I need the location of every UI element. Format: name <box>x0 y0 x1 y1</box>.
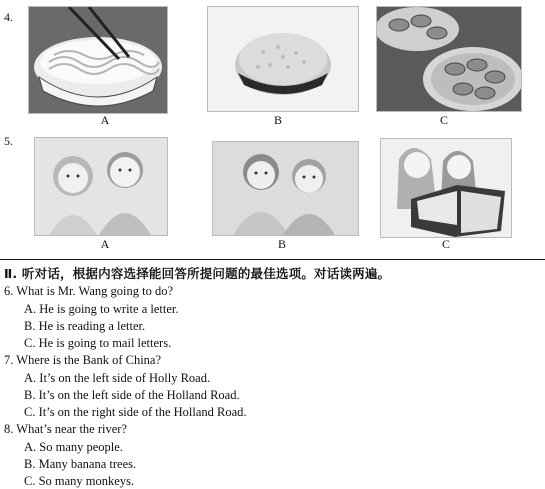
option-label: C <box>439 113 448 127</box>
rice-bowl-image <box>207 6 359 112</box>
answer-option: C. It’s on the right side of the Holland Road. <box>24 405 247 419</box>
answer-option: B. It’s on the left side of the Holland Road. <box>24 388 240 402</box>
option-label: A <box>100 113 110 127</box>
question-stem: 7. Where is the Bank of China? <box>4 353 162 367</box>
question-stem: 8. What’s near the river? <box>4 422 127 436</box>
answer-option: A. So many people. <box>24 440 123 454</box>
answer-option: C. He is going to mail letters. <box>24 336 172 350</box>
section-heading: Ⅱ. 听对话，根据内容选择能回答所提问题的最佳选项。对话读两遍。 <box>4 266 391 281</box>
option-label: B <box>277 237 286 251</box>
answer-option: A. He is going to write a letter. <box>24 302 179 316</box>
two-girls-reading-image <box>380 138 512 238</box>
question-stem: 6. What is Mr. Wang going to do? <box>4 284 174 298</box>
section-divider <box>0 259 545 260</box>
two-boys-image <box>212 141 359 236</box>
answer-option: B. Many banana trees. <box>24 457 137 471</box>
dumplings-plate-image <box>376 6 522 112</box>
question-number: 5. <box>4 134 13 148</box>
question-number: 4. <box>4 10 13 24</box>
answer-option: A. It’s on the left side of Holly Road. <box>24 371 211 385</box>
noodle-bowl-image <box>28 6 168 114</box>
girl-and-boy-image <box>34 137 168 236</box>
option-label: C <box>441 237 450 251</box>
answer-option: C. So many monkeys. <box>24 474 135 488</box>
option-label: A <box>100 237 110 251</box>
option-label: B <box>273 113 282 127</box>
answer-option: B. He is reading a letter. <box>24 319 146 333</box>
